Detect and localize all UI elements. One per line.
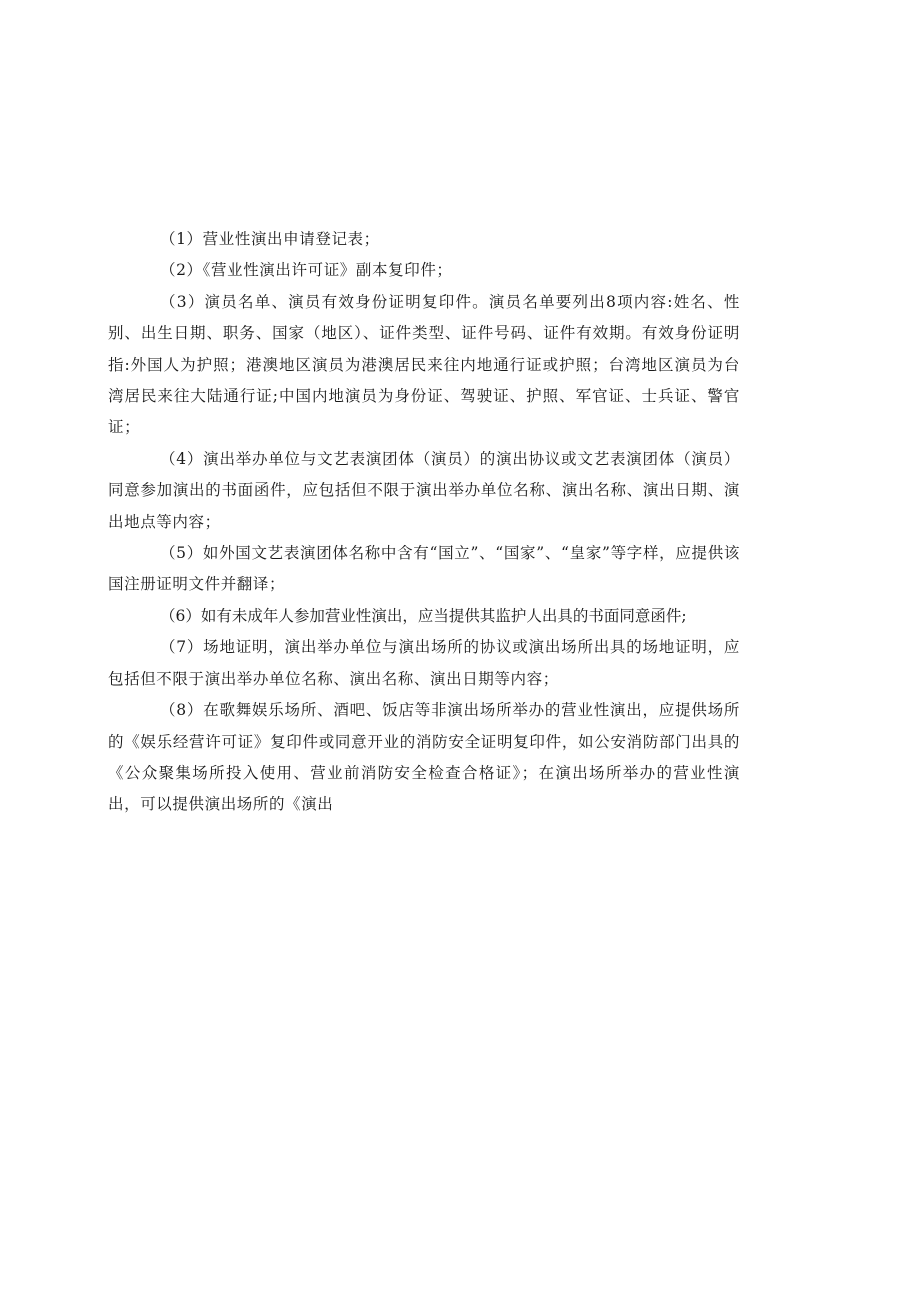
item-1-application-form: （1）营业性演出申请登记表；: [160, 230, 380, 248]
item-7-venue-proof: （7）场地证明，演出举办单位与演出场所的协议或演出场所出具的场地证明，应包括但不限于演出举办单位名称、演出名称、演出日期等内容；: [108, 638, 740, 688]
item-3-performer-list: （3）演员名单、演员有效身份证明复印件。演员名单要列出8项内容:姓名、性别、出生日期、职务、国家（地区）、证件类型、证件号码、证件有效期。有效身份证明指:外国人为护照；港澳地区演员为港澳居民来往内地通行证或护照；台湾地区演员为台湾居民来往大陆通行证;中国内地演员为身份证、驾驶证、护照、军官证、士兵证、警官证；: [108, 292, 740, 437]
item-4-performance-agreement: （4）演出举办单位与文艺表演团体（演员）的演出协议或文艺表演团体（演员）同意参加演出的书面函件，应包括但不限于演出举办单位名称、演出名称、演出日期、演出地点等内容；: [108, 449, 740, 531]
item-2-license-copy: （2）《营业性演出许可证》副本复印件；: [160, 261, 453, 280]
item-6-minor-consent: （6）如有未成年人参加营业性演出，应当提供其监护人出具的书面同意函件;: [160, 606, 687, 625]
item-5-foreign-troupe-registration: （5）如外国文艺表演团体名称中含有“国立”、“国家”、“皇家”等字样，应提供该国注册证明文件并翻译；: [108, 544, 740, 594]
document-page: [108, 224, 740, 821]
item-8-non-venue-license: （8）在歌舞娱乐场所、酒吧、饭店等非演出场所举办的营业性演出，应提供场所的《娱乐经营许可证》复印件或同意开业的消防安全证明复印件，如公安消防部门出具的《公众聚集场所投入使用、营业前消防安全检查合格证》；在演出场所举办的营业性演出，可以提供演出场所的《演出: [108, 701, 740, 814]
